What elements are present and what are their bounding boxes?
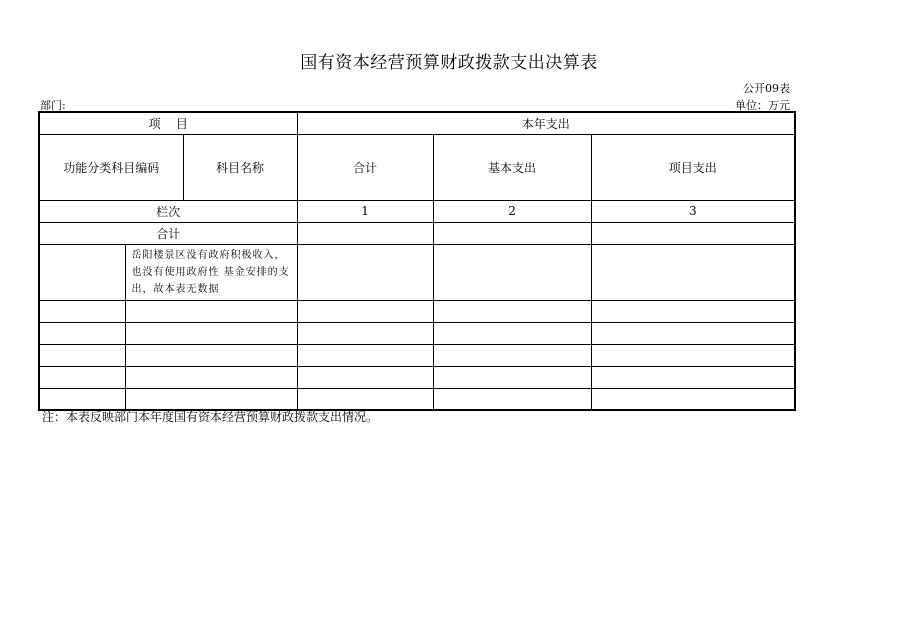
table-cell — [39, 244, 125, 300]
table-cell — [591, 244, 795, 300]
table-cell — [591, 344, 795, 366]
header-row-1 — [39, 112, 795, 134]
row-column-label: 栏次 — [39, 200, 297, 222]
total-row — [39, 222, 795, 244]
column-number-row — [39, 200, 795, 222]
table-cell — [297, 322, 433, 344]
table-cell — [433, 322, 591, 344]
header-row-2 — [39, 134, 795, 200]
table-row — [39, 344, 795, 366]
col-num-1: 1 — [297, 200, 433, 222]
table-cell — [591, 322, 795, 344]
table-cell — [297, 244, 433, 300]
table-cell — [39, 344, 125, 366]
row-total-label: 合计 — [39, 222, 297, 244]
table-cell — [433, 366, 591, 388]
total-cell — [297, 222, 433, 244]
col-name-header: 科目名称 — [183, 134, 297, 200]
table-row — [39, 366, 795, 388]
table-cell — [591, 366, 795, 388]
table-cell — [125, 366, 297, 388]
footnote: 注：本表反映部门本年度国有资本经营预算财政拨款支出情况。 — [42, 410, 379, 424]
table-cell — [433, 344, 591, 366]
table-row — [39, 300, 795, 322]
col-basic-header: 基本支出 — [433, 134, 591, 200]
table-cell — [39, 388, 125, 410]
table-cell — [297, 300, 433, 322]
table-cell — [297, 388, 433, 410]
table-cell — [125, 388, 297, 410]
col-num-2: 2 — [433, 200, 591, 222]
table-cell — [297, 344, 433, 366]
total-cell — [591, 222, 795, 244]
table-row — [39, 388, 795, 410]
table-cell — [433, 388, 591, 410]
header-item: 项 目 — [39, 112, 297, 134]
table-cell — [125, 344, 297, 366]
no-data-description: 岳阳楼景区没有政府积极收入，也没有使用政府性 基金安排的支出，故本表无数据 — [125, 244, 297, 300]
table-cell — [39, 322, 125, 344]
table-cell — [433, 244, 591, 300]
table-cell — [591, 300, 795, 322]
table-cell — [591, 388, 795, 410]
col-code-header: 功能分类科目编码 — [39, 134, 183, 200]
table-cell — [125, 322, 297, 344]
form-code: 公开09表 — [743, 82, 790, 95]
table-cell — [297, 366, 433, 388]
table-cell — [39, 366, 125, 388]
total-cell — [433, 222, 591, 244]
department-label: 部门: — [40, 99, 66, 112]
col-total-header: 合计 — [297, 134, 433, 200]
col-project-header: 项目支出 — [591, 134, 795, 200]
col-num-3: 3 — [591, 200, 795, 222]
page-title: 国有资本经营预算财政拨款支出决算表 — [300, 53, 598, 73]
expenditure-table — [38, 111, 796, 411]
header-expenditure: 本年支出 — [297, 112, 795, 134]
table-row — [39, 244, 795, 300]
table-row — [39, 322, 795, 344]
table-cell — [39, 300, 125, 322]
unit-label: 单位：万元 — [735, 99, 790, 112]
table-cell — [125, 300, 297, 322]
table-cell — [433, 300, 591, 322]
